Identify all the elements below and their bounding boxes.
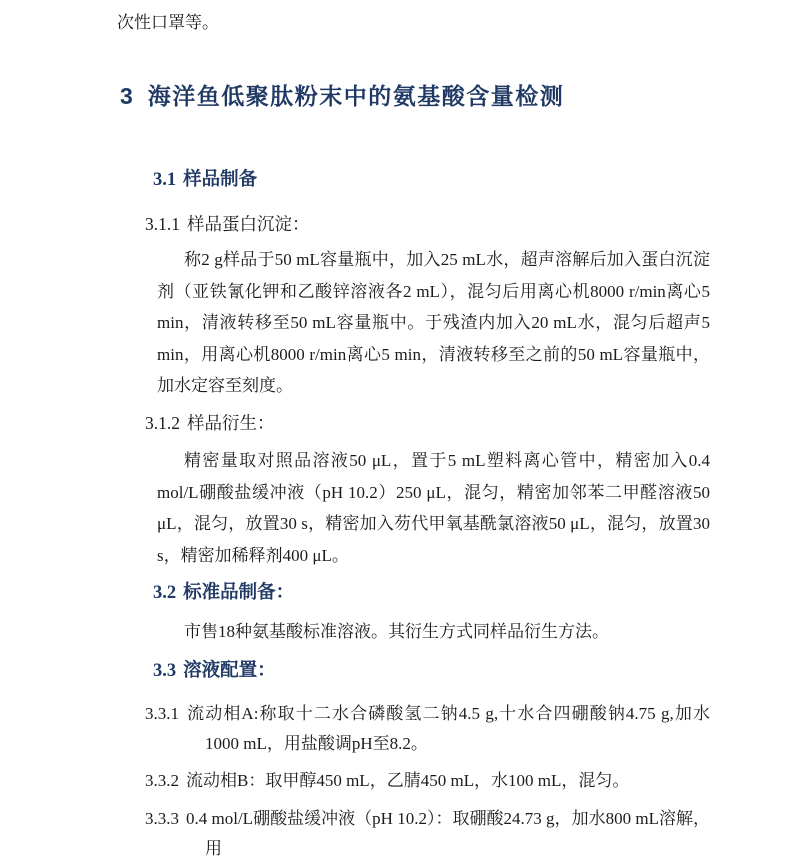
- section-number: 3.1: [153, 170, 177, 190]
- list-item-text: 流动相A:称取十二水合磷酸氢二钠4.5 g,十水合四硼酸钠4.75 g,加水1000 mL，用盐酸调pH至8.2。: [186, 704, 710, 753]
- list-item-3-3-2: [145, 766, 710, 796]
- chapter-number: 3: [120, 83, 133, 109]
- subsection-number: 3.1.1: [145, 214, 180, 234]
- list-item-text: 0.4 mol/L硼酸盐缓冲液（pH 10.2）：取硼酸24.73 g，加水800 mL溶解，用: [186, 809, 710, 858]
- paragraph-standard-solution: 市售18种氨基酸标准溶液。其衍生方式同样品衍生方法。: [184, 622, 609, 641]
- paragraph-protein-precipitation: 称2 g样品于50 mL容量瓶中，加入25 mL水，超声溶解后加入蛋白沉淀剂（亚铁氰化钾和乙酸锌溶液各2 mL），混匀后用离心机8000 r/min离心5 min，清液转移至50 mL容量瓶中。于残渣内加入20 mL水，混匀后超声5 min，用离心机8000 r/min离心5 min，清液转移至之前的50 mL容量瓶中，加水定容至刻度。: [157, 250, 710, 395]
- list-item-number: 3.3.2: [145, 771, 179, 790]
- section-heading-3-2: [153, 581, 294, 605]
- paragraph-sample-derivatization: 精密量取对照品溶液50 μL，置于5 mL塑料离心管中，精密加入0.4 mol/L硼酸盐缓冲液（pH 10.2）250 μL，混匀，精密加邻苯二甲醛溶液50 μL，混匀，放置30 s，精密加入芴代甲氧基酰氯溶液50 μL，混匀，放置30 s，精密加稀释剂400 μL。: [157, 451, 710, 565]
- section-number: 3.3: [153, 661, 177, 681]
- chapter-heading: [120, 81, 564, 111]
- section-heading-3-3: [153, 659, 276, 683]
- list-item-number: 3.3.3: [145, 809, 179, 828]
- subsection-number: 3.1.2: [145, 413, 180, 433]
- subsection-heading-3-1-1: [145, 212, 310, 236]
- section-title: 溶液配置：: [183, 661, 276, 681]
- section-heading-3-1: [153, 168, 257, 192]
- subsection-heading-3-1-2: [145, 411, 275, 435]
- chapter-title: 海洋鱼低聚肽粉末中的氨基酸含量检测: [147, 83, 565, 109]
- section-title: 标准品制备：: [183, 583, 295, 603]
- section-number: 3.2: [153, 583, 177, 603]
- list-item-number: 3.3.1: [145, 704, 179, 723]
- section-title: 样品制备: [183, 170, 258, 190]
- subsection-title: 样品蛋白沉淀：: [187, 214, 310, 234]
- subsection-title: 样品衍生：: [187, 413, 275, 433]
- list-item-3-3-3: [145, 804, 710, 864]
- list-item-3-3-1: [145, 699, 710, 759]
- list-item-text: 流动相B：取甲醇450 mL，乙腈450 mL，水100 mL，混匀。: [186, 771, 630, 790]
- paragraph-fragment: 次性口罩等。: [117, 13, 219, 32]
